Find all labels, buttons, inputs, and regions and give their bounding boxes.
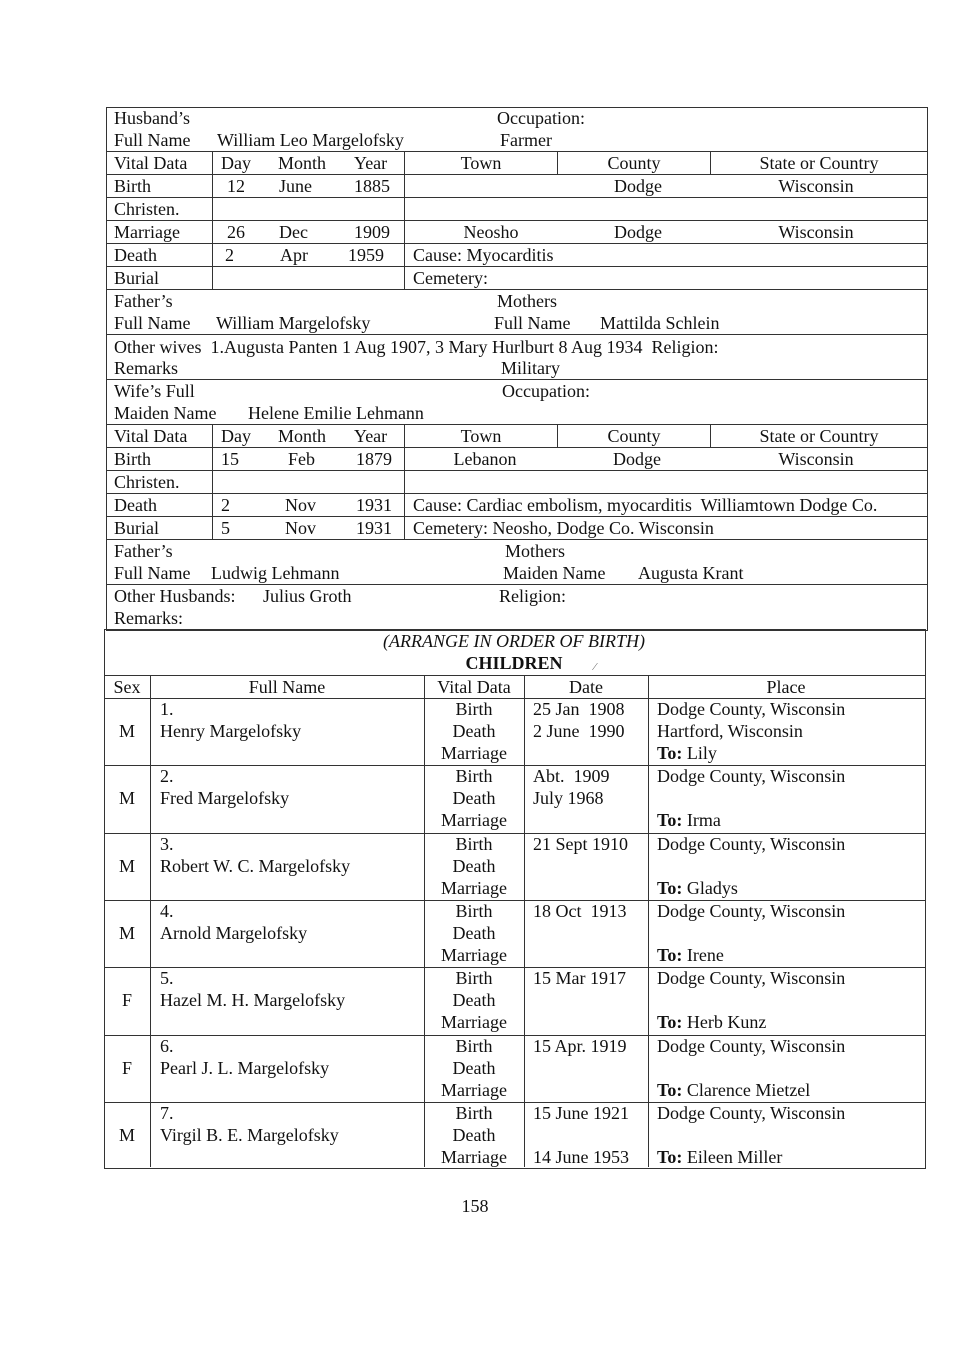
child-birth-date: 15 June 1921 [533, 1103, 629, 1123]
to-label: To: [657, 743, 683, 763]
husband-full-name-label: Full Name [114, 130, 191, 150]
burial-label: Burial [114, 518, 159, 538]
mother-label: Mothers [497, 291, 557, 311]
month-header: Month [278, 426, 327, 446]
wife-maiden-name-label: Maiden Name [114, 403, 217, 423]
child-name: Fred Margelofsky [160, 788, 290, 808]
spouse-name: Herb Kunz [686, 1012, 767, 1032]
child-sex: M [118, 1125, 135, 1145]
child-birth-place: Dodge County, Wisconsin [657, 766, 846, 786]
child-sex: M [118, 788, 135, 808]
child-spouse [657, 809, 721, 831]
child-sex: M [118, 721, 135, 741]
husband-occupation: Farmer [500, 130, 552, 150]
child-vital-label: Death [452, 923, 496, 943]
wife-death-cause: Cause: Cardiac embolism, myocarditis Williamtown Dodge Co. [413, 495, 878, 515]
child-vital-label: Birth [455, 968, 493, 988]
child-number: 7. [160, 1103, 174, 1123]
husband-occupation-label: Occupation: [497, 108, 585, 128]
child-vital-label: Birth [455, 834, 493, 854]
father-full-name-label: Full Name [114, 563, 191, 583]
remarks-label: Remarks [114, 358, 178, 378]
child-vital-label: Birth [455, 1103, 493, 1123]
child-vital-label: Death [452, 1125, 496, 1145]
remarks-label: Remarks: [114, 608, 183, 628]
place-column-header: Place [766, 677, 806, 697]
child-marriage-date: 14 June 1953 [533, 1147, 629, 1167]
wife-birth-year: 1879 [356, 449, 392, 469]
marriage-town: Neosho [463, 222, 519, 242]
wife-burial-month: Nov [285, 518, 316, 538]
child-name: Henry Margelofsky [160, 721, 302, 741]
wife-death-year: 1931 [356, 495, 392, 515]
county-header: County [607, 426, 661, 446]
child-number: 4. [160, 901, 174, 921]
child-vital-label: Death [452, 721, 496, 741]
child-vital-label: Birth [455, 901, 493, 921]
child-name: Pearl J. L. Margelofsky [160, 1058, 330, 1078]
husband-death-year: 1959 [348, 245, 384, 265]
other-wives: Other wives 1.Augusta Panten 1 Aug 1907, 3 Mary Hurlburt 8 Aug 1934 Religion: [114, 337, 719, 357]
spouse-name: Clarence Mietzel [686, 1080, 811, 1100]
other-husbands: Julius Groth [263, 586, 352, 606]
divider [104, 967, 925, 968]
child-birth-date: 25 Jan 1908 [533, 699, 625, 719]
wife-birth-town: Lebanon [453, 449, 517, 469]
sex-column-header: Sex [113, 677, 141, 697]
wife-death-month: Nov [285, 495, 316, 515]
child-birth-date: 15 Mar 1917 [533, 968, 626, 988]
death-label: Death [114, 245, 157, 265]
to-label: To: [657, 878, 683, 898]
child-spouse [657, 877, 738, 899]
child-name: Robert W. C. Margelofsky [160, 856, 351, 876]
husband-mother-name: Mattilda Schlein [600, 313, 720, 333]
child-name: Arnold Margelofsky [160, 923, 308, 943]
to-label: To: [657, 810, 683, 830]
father-label: Father’s [114, 541, 173, 561]
mother-full-name-label: Full Name [494, 313, 571, 333]
other-husbands-label: Other Husbands: [114, 586, 236, 606]
marriage-year: 1909 [354, 222, 390, 242]
year-header: Year [354, 426, 388, 446]
to-label: To: [657, 1012, 683, 1032]
date-column-header: Date [569, 677, 603, 697]
child-birth-place: Dodge County, Wisconsin [657, 834, 846, 854]
vital-data-header: Vital Data [114, 153, 188, 173]
town-header: Town [460, 153, 502, 173]
child-birth-date: 15 Apr. 1919 [533, 1036, 627, 1056]
child-vital-label: Marriage [441, 1147, 507, 1167]
wife-birth-county: Dodge [613, 449, 661, 469]
mother-label: Mothers [505, 541, 565, 561]
child-spouse [657, 1079, 810, 1101]
husband-birth-day: 12 [227, 176, 245, 196]
husband-label: Husband’s [114, 108, 190, 128]
divider [106, 197, 927, 198]
child-number: 6. [160, 1036, 174, 1056]
religion-label: Religion: [499, 586, 566, 606]
husband-birth-year: 1885 [354, 176, 390, 196]
wife-mother-name: Augusta Krant [638, 563, 744, 583]
divider [104, 765, 925, 766]
marriage-label: Marriage [114, 222, 180, 242]
divider [104, 1102, 925, 1103]
mother-maiden-name-label: Maiden Name [503, 563, 606, 583]
child-birth-place: Dodge County, Wisconsin [657, 1103, 846, 1123]
husband-death-day: 2 [225, 245, 234, 265]
husband-father-name: William Margelofsky [216, 313, 371, 333]
marriage-month: Dec [279, 222, 308, 242]
spouse-name: Irene [686, 945, 724, 965]
county-header: County [607, 153, 661, 173]
year-header: Year [354, 153, 388, 173]
child-vital-label: Birth [455, 699, 493, 719]
spouse-name: Gladys [686, 878, 738, 898]
marriage-day: 26 [227, 222, 245, 242]
husband-birth-county: Dodge [614, 176, 662, 196]
children-instruction: (ARRANGE IN ORDER OF BIRTH) [383, 631, 645, 651]
child-sex: F [121, 990, 132, 1010]
marriage-county: Dodge [614, 222, 662, 242]
child-vital-label: Marriage [441, 945, 507, 965]
child-birth-date: Abt. 1909 [533, 766, 610, 786]
wife-occupation-label: Occupation: [502, 381, 590, 401]
child-vital-label: Marriage [441, 810, 507, 830]
spouse-name: Lily [686, 743, 717, 763]
day-header: Day [221, 153, 251, 173]
child-number: 3. [160, 834, 174, 854]
divider [104, 900, 925, 901]
military-label: Military [501, 358, 560, 378]
child-spouse [657, 944, 724, 966]
wife-birth-month: Feb [288, 449, 315, 469]
child-birth-place: Dodge County, Wisconsin [657, 901, 846, 921]
child-vital-label: Marriage [441, 878, 507, 898]
child-death-date: July 1968 [533, 788, 604, 808]
child-vital-label: Marriage [441, 743, 507, 763]
child-birth-place: Dodge County, Wisconsin [657, 968, 846, 988]
child-sex: M [118, 856, 135, 876]
child-sex: M [118, 923, 135, 943]
divider [106, 334, 927, 335]
divider [212, 151, 213, 289]
husband-full-name: William Leo Margelofsky [217, 130, 404, 150]
children-title: CHILDREN [465, 653, 563, 673]
town-header: Town [460, 426, 502, 446]
to-label: To: [657, 1080, 683, 1100]
husband-cemetery: Cemetery: [413, 268, 488, 288]
birth-label: Birth [114, 449, 152, 469]
child-name: Virgil B. E. Margelofsky [160, 1125, 339, 1145]
wife-label: Wife’s Full [114, 381, 195, 401]
stray-mark: ⁄ [594, 661, 596, 673]
vital-column-header: Vital Data [437, 677, 511, 697]
child-birth-date: 21 Sept 1910 [533, 834, 629, 854]
to-label: To: [657, 945, 683, 965]
child-sex: F [121, 1058, 132, 1078]
child-number: 1. [160, 699, 174, 719]
christen-label: Christen. [114, 472, 180, 492]
divider [104, 1035, 925, 1036]
divider [212, 424, 213, 539]
day-header: Day [221, 426, 251, 446]
child-death-place: Hartford, Wisconsin [657, 721, 803, 741]
divider [104, 833, 925, 834]
wife-death-day: 2 [221, 495, 230, 515]
child-vital-label: Death [452, 990, 496, 1010]
wife-cemetery: Cemetery: Neosho, Dodge Co. Wisconsin [413, 518, 714, 538]
child-birth-place: Dodge County, Wisconsin [657, 699, 846, 719]
name-column-header: Full Name [248, 677, 326, 697]
child-vital-label: Death [452, 788, 496, 808]
father-full-name-label: Full Name [114, 313, 191, 333]
child-birth-place: Dodge County, Wisconsin [657, 1036, 846, 1056]
to-label: To: [657, 1147, 683, 1167]
child-vital-label: Marriage [441, 1012, 507, 1032]
spouse-name: Eileen Miller [686, 1147, 783, 1167]
death-label: Death [114, 495, 157, 515]
child-death-date: 2 June 1990 [533, 721, 625, 741]
husband-birth-month: June [279, 176, 312, 196]
husband-birth-state: Wisconsin [778, 176, 854, 196]
wife-father-name: Ludwig Lehmann [211, 563, 340, 583]
burial-label: Burial [114, 268, 159, 288]
husband-death-cause: Cause: Myocarditis [413, 245, 554, 265]
child-vital-label: Birth [455, 766, 493, 786]
child-vital-label: Death [452, 856, 496, 876]
marriage-state: Wisconsin [778, 222, 854, 242]
father-label: Father’s [114, 291, 173, 311]
vital-data-header: Vital Data [114, 426, 188, 446]
child-number: 2. [160, 766, 174, 786]
child-spouse [657, 1146, 782, 1168]
page-number: 158 [461, 1196, 489, 1216]
child-number: 5. [160, 968, 174, 988]
state-header: State or Country [759, 426, 879, 446]
wife-birth-state: Wisconsin [778, 449, 854, 469]
child-name: Hazel M. H. Margelofsky [160, 990, 346, 1010]
wife-burial-year: 1931 [356, 518, 392, 538]
wife-burial-day: 5 [221, 518, 230, 538]
husband-death-month: Apr [280, 245, 308, 265]
spouse-name: Irma [686, 810, 721, 830]
divider [106, 266, 927, 267]
christen-label: Christen. [114, 199, 180, 219]
wife-birth-day: 15 [221, 449, 239, 469]
state-header: State or Country [759, 153, 879, 173]
month-header: Month [278, 153, 327, 173]
wife-full-name: Helene Emilie Lehmann [248, 403, 424, 423]
child-vital-label: Death [452, 1058, 496, 1078]
child-spouse [657, 742, 717, 764]
child-birth-date: 18 Oct 1913 [533, 901, 627, 921]
child-vital-label: Birth [455, 1036, 493, 1056]
child-vital-label: Marriage [441, 1080, 507, 1100]
divider [106, 470, 927, 471]
child-spouse [657, 1011, 766, 1033]
birth-label: Birth [114, 176, 152, 196]
